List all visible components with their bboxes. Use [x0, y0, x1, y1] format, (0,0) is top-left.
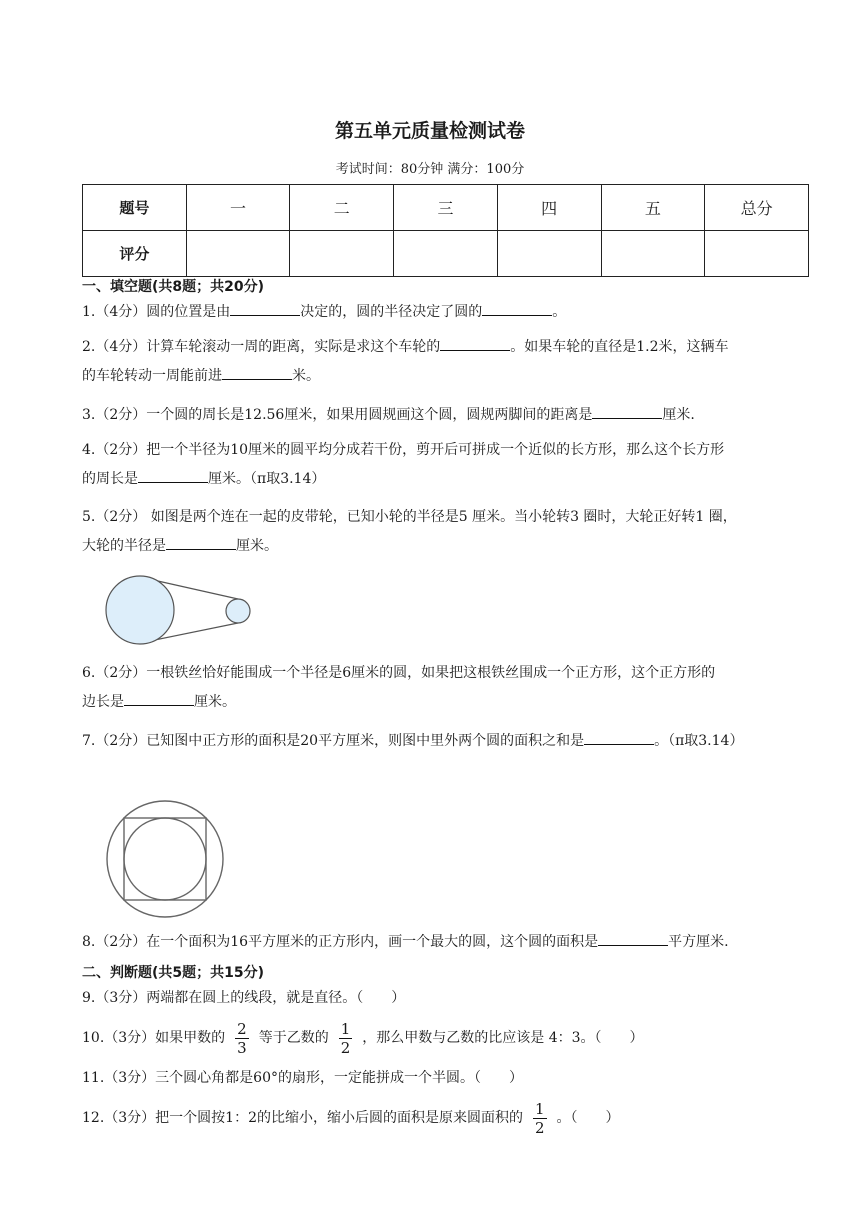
header-cell-label: 题号 — [83, 185, 187, 231]
question-text: 的周长是 — [82, 471, 138, 487]
question-text: 6.（2分）一根铁丝恰好能围成一个半径是6厘米的圆，如果把这根铁丝围成一个正方形，这个正方形的 — [82, 665, 716, 681]
fraction-numerator: 1 — [535, 1099, 545, 1118]
score-table — [82, 184, 809, 277]
score-cell[interactable] — [186, 231, 290, 277]
question-6 — [82, 659, 812, 717]
section-heading-fill-in: 一、填空题(共8题；共20分) — [82, 279, 265, 295]
score-cell[interactable] — [601, 231, 705, 277]
answer-blank[interactable] — [166, 534, 236, 550]
question-text: 。如果车轮的直径是1.2米，这辆车 — [510, 339, 729, 355]
question-5 — [82, 503, 812, 561]
question-11: 11.（3分）三个圆心角都是60°的扇形，一定能拼成一个半圆。（ ） — [82, 1070, 523, 1086]
question-text: 大轮的半径是 — [82, 538, 166, 554]
section-heading-true-false: 二、判断题(共5题；共15分) — [82, 965, 265, 981]
exam-info: 考试时间：80分钟 满分：100分 — [335, 162, 525, 177]
question-text: 8.（2分）在一个面积为16平方厘米的正方形内，画一个最大的圆，这个圆的面积是 — [82, 934, 599, 950]
inner-circle — [124, 818, 206, 900]
score-cell[interactable] — [497, 231, 601, 277]
question-text: ，那么甲数与乙数的比应该是 4：3。（ ） — [362, 1030, 644, 1046]
question-7 — [82, 727, 812, 756]
question-3 — [82, 401, 812, 430]
answer-blank[interactable] — [440, 335, 510, 351]
question-text: 。（π取3.14） — [654, 733, 744, 749]
question-text: 决定的，圆的半径决定了圆的 — [300, 304, 483, 320]
header-cell-5: 五 — [601, 185, 705, 231]
question-text: 10.（3分）如果甲数的 — [82, 1030, 226, 1046]
question-10 — [82, 1018, 812, 1058]
score-cell[interactable] — [394, 231, 498, 277]
circle-square-diagram — [100, 794, 230, 924]
question-text: 厘米。 — [236, 538, 278, 554]
header-cell-1: 一 — [186, 185, 290, 231]
question-text: 12.（3分）把一个圆按1：2的比缩小，缩小后圆的面积是原来圆面积的 — [82, 1110, 523, 1126]
question-text: 2.（4分）计算车轮滚动一周的距离，实际是求这个车轮的 — [82, 339, 441, 355]
question-text: 7.（2分）已知图中正方形的面积是20平方厘米，则图中里外两个圆的面积之和是 — [82, 733, 585, 749]
large-wheel — [106, 576, 174, 644]
header-cell-4: 四 — [497, 185, 601, 231]
question-text: 等于乙数的 — [258, 1030, 329, 1046]
header-cell-3: 三 — [394, 185, 498, 231]
score-row-label: 评分 — [83, 231, 187, 277]
question-text: 5.（2分） 如图是两个连在一起的皮带轮，已知小轮的半径是5 厘米。当小轮转3 圈时，大轮正好转1 圈， — [82, 509, 737, 525]
pulley-diagram — [100, 572, 260, 652]
answer-blank[interactable] — [592, 403, 662, 419]
page-title: 第五单元质量检测试卷 — [334, 120, 525, 142]
question-12 — [82, 1098, 812, 1138]
fraction — [339, 1020, 353, 1057]
question-4 — [82, 436, 812, 494]
question-9: 9.（3分）两端都在圆上的线段，就是直径。（ ） — [82, 990, 406, 1006]
fraction-denominator: 3 — [237, 1038, 247, 1057]
question-8 — [82, 928, 812, 957]
score-table-score-row — [83, 231, 809, 277]
answer-blank[interactable] — [584, 729, 654, 745]
fraction-numerator: 2 — [237, 1019, 247, 1038]
question-text: 。（ ） — [556, 1110, 620, 1126]
header-cell-2: 二 — [290, 185, 394, 231]
score-table-header-row — [83, 185, 809, 231]
answer-blank[interactable] — [482, 300, 552, 316]
fraction — [235, 1020, 249, 1057]
question-text: 边长是 — [82, 694, 124, 710]
question-1 — [82, 298, 812, 327]
fraction-denominator: 2 — [340, 1038, 351, 1057]
fraction-denominator: 2 — [535, 1118, 545, 1137]
answer-blank[interactable] — [598, 930, 668, 946]
question-text: 4.（2分）把一个半径为10厘米的圆平均分成若干份，剪开后可拼成一个近似的长方形，那么这个长方形 — [82, 442, 725, 458]
answer-blank[interactable] — [230, 300, 300, 316]
header-cell-total: 总分 — [705, 185, 809, 231]
fraction-numerator: 1 — [340, 1019, 351, 1038]
fraction — [533, 1100, 547, 1137]
answer-blank[interactable] — [222, 364, 292, 380]
question-text: 厘米。 — [194, 694, 236, 710]
answer-blank[interactable] — [138, 467, 208, 483]
question-text: 的车轮转动一周能前进 — [82, 368, 222, 384]
score-cell[interactable] — [705, 231, 809, 277]
question-text: 厘米。（π取3.14） — [208, 471, 326, 487]
question-text: 3.（2分）一个圆的周长是12.56厘米，如果用圆规画这个圆，圆规两脚间的距离是 — [82, 407, 593, 423]
question-2 — [82, 333, 812, 391]
score-cell[interactable] — [290, 231, 394, 277]
question-text: 米。 — [292, 368, 320, 384]
question-text: 厘米. — [662, 407, 695, 423]
answer-blank[interactable] — [124, 690, 194, 706]
small-wheel — [226, 599, 250, 623]
question-text: 平方厘米. — [668, 934, 729, 950]
question-text: 1.（4分）圆的位置是由 — [82, 304, 231, 320]
question-text: 。 — [552, 304, 567, 320]
